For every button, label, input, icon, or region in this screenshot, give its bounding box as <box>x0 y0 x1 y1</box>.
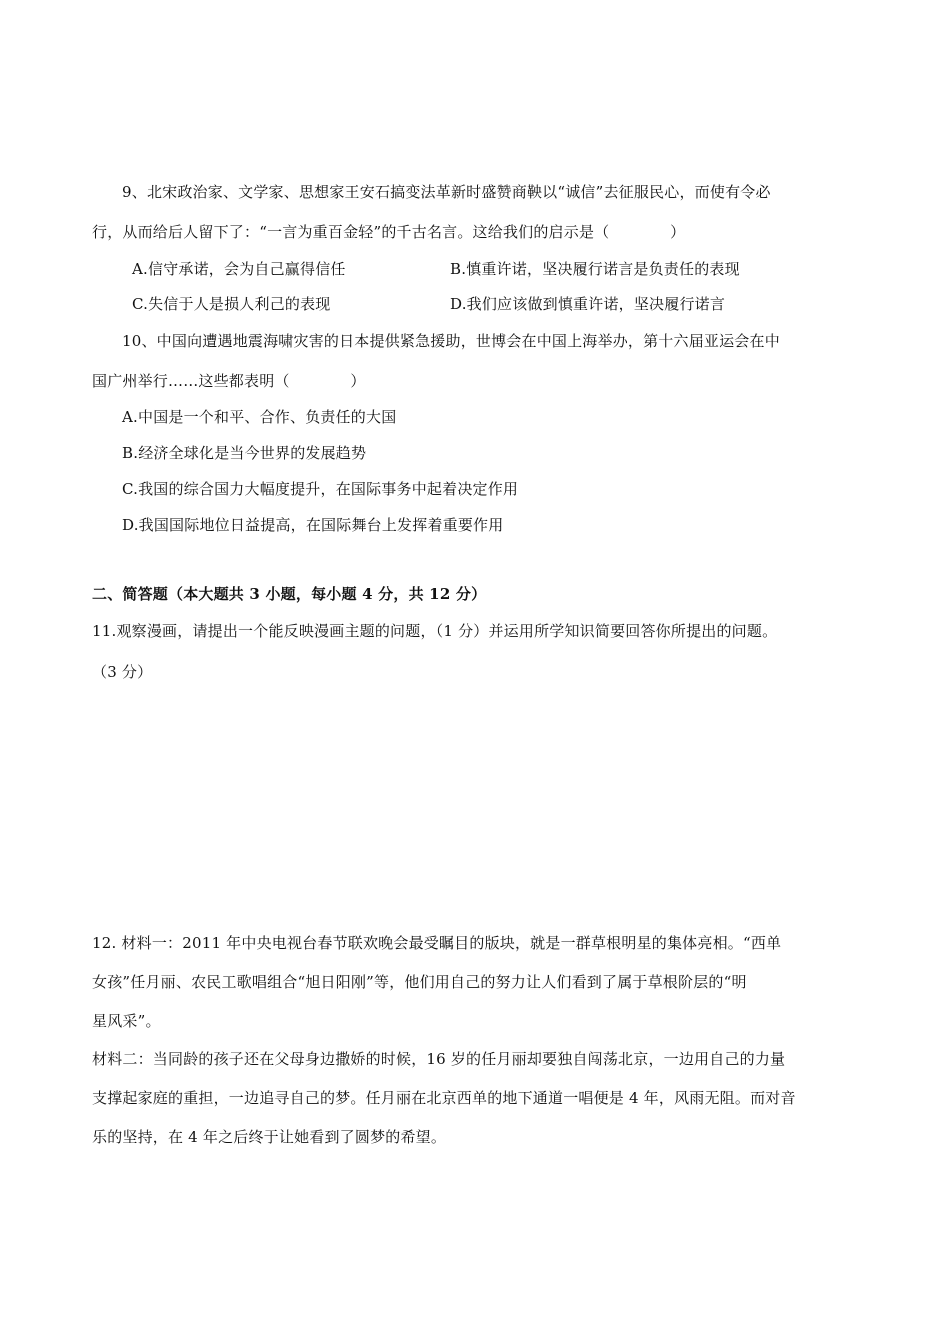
q9-option-d: D.我们应该做到慎重许诺，坚决履行诺言 <box>450 295 726 313</box>
q10-stem-line2: 国广州举行……这些都表明（ ） <box>92 372 366 390</box>
q10-option-d: D.我国国际地位日益提高，在国际舞台上发挥着重要作用 <box>122 516 504 534</box>
q12-material1-line3: 星风采”。 <box>92 1012 161 1030</box>
q9-stem-line1: 9、北宋政治家、文学家、思想家王安石搞变法革新时盛赞商鞅以“诚信”去征服民心，而使有令必 <box>122 183 771 201</box>
q11-stem-line2: （3 分） <box>92 663 153 681</box>
q11-stem-line1: 11.观察漫画，请提出一个能反映漫画主题的问题，（1 分）并运用所学知识简要回答你所提出的问题。 <box>92 622 778 640</box>
q9-option-a: A.信守承诺，会为自己赢得信任 <box>132 260 346 278</box>
q10-option-a: A.中国是一个和平、合作、负责任的大国 <box>122 408 397 426</box>
q12-material2-line3: 乐的坚持，在 4 年之后终于让她看到了圆梦的希望。 <box>92 1128 447 1146</box>
q12-material2-line1: 材料二：当同龄的孩子还在父母身边撒娇的时候，16 岁的任月丽却要独自闯荡北京，一边用自己的力量 <box>92 1050 786 1068</box>
q9-option-c: C.失信于人是损人利己的表现 <box>132 295 331 313</box>
q12-material1-line2: 女孩”任月丽、农民工歌唱组合“旭日阳刚”等，他们用自己的努力让人们看到了属于草根阶层的“明 <box>92 973 747 991</box>
q10-stem-line1: 10、中国向遭遇地震海啸灾害的日本提供紧急援助，世博会在中国上海举办，第十六届亚运会在中 <box>122 332 780 350</box>
q9-stem-line2: 行，从而给后人留下了：“一言为重百金轻”的千古名言。这给我们的启示是（ ） <box>92 223 686 241</box>
q10-option-c: C.我国的综合国力大幅度提升，在国际事务中起着决定作用 <box>122 480 519 498</box>
q9-option-b: B.慎重许诺，坚决履行诺言是负责任的表现 <box>450 260 740 278</box>
q10-option-b: B.经济全球化是当今世界的发展趋势 <box>122 444 367 462</box>
section-heading: 二、简答题（本大题共 3 小题，每小题 4 分，共 12 分） <box>92 585 487 603</box>
q12-material1-line1: 12. 材料一：2011 年中央电视台春节联欢晚会最受瞩目的版块，就是一群草根明星的集体亮相。“西单 <box>92 934 782 952</box>
q12-material2-line2: 支撑起家庭的重担，一边追寻自己的梦。任月丽在北京西单的地下通道一唱便是 4 年，风雨无阻。而对音 <box>92 1089 796 1107</box>
